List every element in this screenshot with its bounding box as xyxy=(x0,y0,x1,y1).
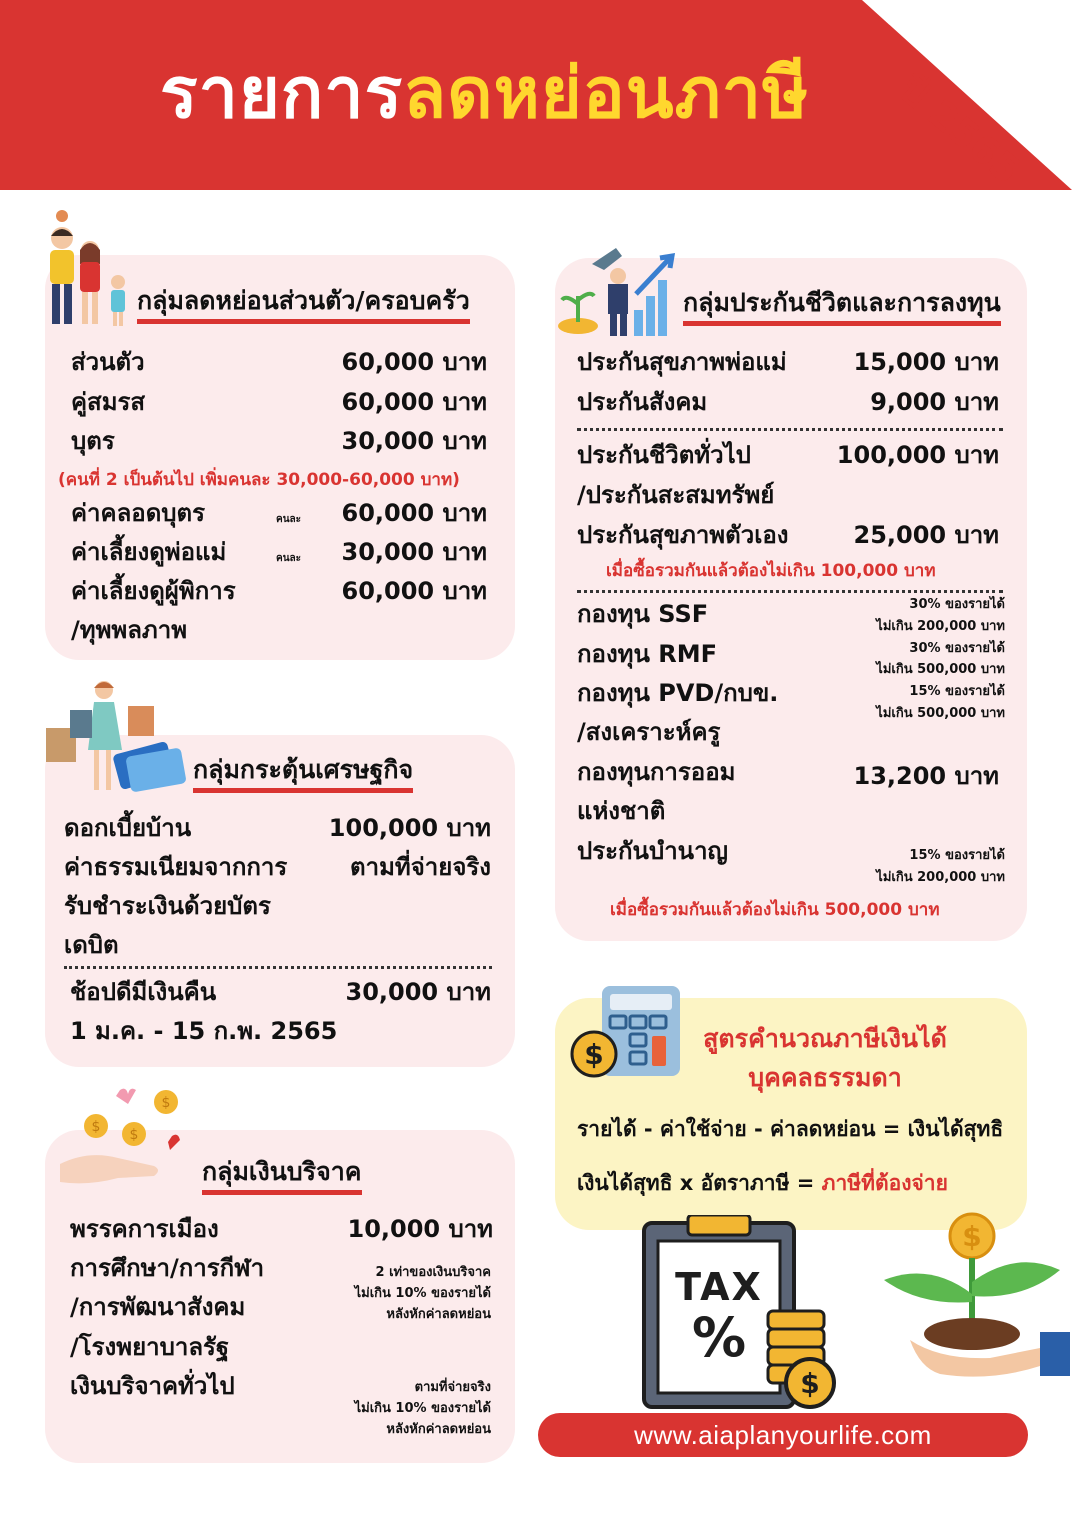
donation-general-note-2: ไม่เกิน 10% ของรายได้ xyxy=(354,1400,491,1416)
ins-note-1: เมื่อซื้อรวมกันแล้วต้องไม่เกิน 100,000 บาท xyxy=(606,561,936,581)
personal-label-parents: ค่าเลี้ยงดูพ่อแม่ xyxy=(71,538,227,566)
investment-growth-icon xyxy=(556,234,686,338)
personal-label-spouse: คู่สมรส xyxy=(71,388,146,416)
donation-edu-note xyxy=(355,1263,491,1325)
ins-value-health: 25,000 บาท xyxy=(853,521,999,549)
personal-label-disabled: ค่าเลี้ยงดูผู้พิการ xyxy=(71,577,236,605)
donation-label-general: เงินบริจาคทั่วไป xyxy=(70,1372,235,1400)
ins-label-nsf-2: แห่งชาติ xyxy=(577,797,666,825)
ins-pvd-note-2: ไม่เกิน 500,000 บาท xyxy=(876,706,1005,722)
economy-value-home: 100,000 บาท xyxy=(328,814,491,842)
ins-pension-note-2: ไม่เกิน 200,000 บาท xyxy=(876,869,1005,885)
economy-label-fee-3: เดบิต xyxy=(64,931,119,959)
title-yellow: ลดหย่อนภาษี xyxy=(403,52,810,134)
svg-text:$: $ xyxy=(91,1119,101,1135)
ins-ssf-note-2: ไม่เกิน 200,000 บาท xyxy=(876,618,1005,634)
svg-text:$: $ xyxy=(584,1038,604,1071)
ins-value-parents: 15,000 บาท xyxy=(853,348,999,376)
title-white: รายการ xyxy=(160,52,404,134)
ins-note-2: เมื่อซื้อรวมกันแล้วต้องไม่เกิน 500,000 บาท xyxy=(610,900,940,920)
ins-value-nsf: 13,200 บาท xyxy=(853,762,999,790)
donation-value-party: 10,000 บาท xyxy=(347,1215,493,1243)
ins-rmf-note-2: ไม่เกิน 500,000 บาท xyxy=(876,662,1005,678)
donation-hand-icon xyxy=(58,1086,188,1196)
svg-text:$: $ xyxy=(962,1220,982,1253)
ins-fund-notes xyxy=(876,594,1005,725)
ins-pvd-note-1: 15% ของรายได้ xyxy=(909,684,1005,700)
ins-ssf-note-1: 30% ของรายได้ xyxy=(909,597,1005,612)
ins-label-pension: ประกันบำนาญ xyxy=(577,837,728,865)
personal-value-child: 30,000 บาท xyxy=(341,427,487,455)
personal-label-self: ส่วนตัว xyxy=(71,348,145,376)
ins-value-social: 9,000 บาท xyxy=(870,388,999,416)
economy-value-shop: 30,000 บาท xyxy=(345,978,491,1006)
donation-general-note-3: หลังหักค่าลดหย่อน xyxy=(386,1421,491,1437)
ins-pension-note-1: 15% ของรายได้ xyxy=(909,848,1005,863)
money-plant-icon xyxy=(880,1210,1075,1390)
ins-label-ssf: กองทุน SSF xyxy=(577,600,709,628)
donation-general-note-1: ตามที่จ่ายจริง xyxy=(414,1380,491,1395)
personal-value-disabled: 60,000 บาท xyxy=(341,577,487,605)
family-icon xyxy=(40,208,135,328)
economy-value-fee: ตามที่จ่ายจริง xyxy=(350,853,491,881)
percent-label: % xyxy=(691,1306,747,1369)
ins-label-social: ประกันสังคม xyxy=(577,388,708,416)
svg-text:$: $ xyxy=(800,1367,820,1400)
ins-pension-note xyxy=(876,845,1005,889)
donation-edu-note-1: 2 เท่าของเงินบริจาค xyxy=(375,1265,491,1280)
ins-label-rmf: กองทุน RMF xyxy=(577,640,718,668)
donation-edu-note-2: ไม่เกิน 10% ของรายได้ xyxy=(354,1285,491,1301)
donation-label-party: พรรคการเมือง xyxy=(70,1215,219,1243)
formula-title-1: สูตรคำนวณภาษีเงินได้ xyxy=(703,1024,947,1053)
donation-label-edu-3: /โรงพยาบาลรัฐ xyxy=(70,1333,230,1361)
personal-value-parents: 30,000 บาท xyxy=(341,538,487,566)
ins-rmf-note-1: 30% ของรายได้ xyxy=(909,640,1005,656)
insurance-title: กลุ่มประกันชีวิตและการลงทุน xyxy=(683,289,1001,326)
economy-label-shop: ช้อปดีมีเงินคืน xyxy=(70,978,217,1006)
year-label: ปี 2565 xyxy=(890,66,1029,193)
personal-value-birth: 60,000 บาท xyxy=(341,499,487,527)
donation-label-edu-1: การศึกษา/การกีฬา xyxy=(70,1254,265,1282)
donation-edu-note-3: หลังหักค่าลดหย่อน xyxy=(386,1306,491,1322)
ins-label-parents: ประกันสุขภาพพ่อแม่ xyxy=(577,348,787,376)
ins-divider-2 xyxy=(577,590,1003,593)
personal-value-self: 60,000 บาท xyxy=(341,348,487,376)
ins-value-life: 100,000 บาท xyxy=(836,441,999,469)
ins-label-health: ประกันสุขภาพตัวเอง xyxy=(577,521,789,549)
economy-label-home: ดอกเบี้ยบ้าน xyxy=(64,814,192,842)
economy-divider xyxy=(64,966,492,969)
donation-label-edu-2: /การพัฒนาสังคม xyxy=(70,1293,246,1321)
header-banner xyxy=(0,0,1075,193)
personal-label-disabled-2: /ทุพพลภาพ xyxy=(71,616,188,644)
formula-line-2-result: ภาษีที่ต้องจ่าย xyxy=(821,1171,948,1195)
personal-label-birth: ค่าคลอดบุตร xyxy=(71,499,206,527)
economy-label-fee: ค่าธรรมเนียมจากการ xyxy=(64,853,288,881)
ins-label-nsf: กองทุนการออม xyxy=(577,758,736,786)
formula-title xyxy=(692,1020,958,1098)
tax-clipboard-icon xyxy=(640,1215,840,1411)
personal-qualifier-birth: คนละ xyxy=(276,514,302,525)
svg-text:$: $ xyxy=(161,1095,171,1111)
economy-title: กลุ่มกระตุ้นเศรษฐกิจ xyxy=(193,756,413,793)
economy-shop-period: 1 ม.ค. - 15 ก.พ. 2565 xyxy=(70,1017,338,1045)
page-title xyxy=(160,52,810,134)
ins-divider-1 xyxy=(577,428,1003,431)
ins-label-pvd-2: /สงเคราะห์ครู xyxy=(577,718,721,746)
donation-title: กลุ่มเงินบริจาค xyxy=(202,1158,362,1195)
tax-label: TAX xyxy=(675,1265,763,1309)
formula-title-2: บุคคลธรรมดา xyxy=(748,1062,902,1092)
ins-label-life: ประกันชีวิตทั่วไป xyxy=(577,441,751,469)
personal-title: กลุ่มลดหย่อนส่วนตัว/ครอบครัว xyxy=(137,287,470,324)
formula-line-2-prefix: เงินได้สุทธิ x อัตราภาษี = xyxy=(577,1171,822,1195)
personal-label-child: บุตร xyxy=(71,427,115,455)
website-url[interactable]: www.aiaplanyourlife.com xyxy=(538,1413,1028,1457)
personal-value-spouse: 60,000 บาท xyxy=(341,388,487,416)
economy-label-fee-2: รับชำระเงินด้วยบัตร xyxy=(64,892,271,920)
personal-qualifier-parents: คนละ xyxy=(276,553,302,564)
formula-line-1: รายได้ - ค่าใช้จ่าย - ค่าลดหย่อน = เงินได้สุทธิ xyxy=(577,1117,1004,1141)
donation-general-note xyxy=(355,1378,491,1440)
calculator-icon xyxy=(568,984,684,1080)
child-note: (คนที่ 2 เป็นต้นไป เพิ่มคนละ 30,000-60,000 บาท) xyxy=(58,470,460,490)
ins-label-life-2: /ประกันสะสมทรัพย์ xyxy=(577,481,775,509)
svg-text:$: $ xyxy=(129,1127,139,1143)
formula-line-2 xyxy=(577,1167,948,1200)
shopping-icon xyxy=(42,670,187,800)
ins-label-pvd: กองทุน PVD/กบข. xyxy=(577,679,779,707)
